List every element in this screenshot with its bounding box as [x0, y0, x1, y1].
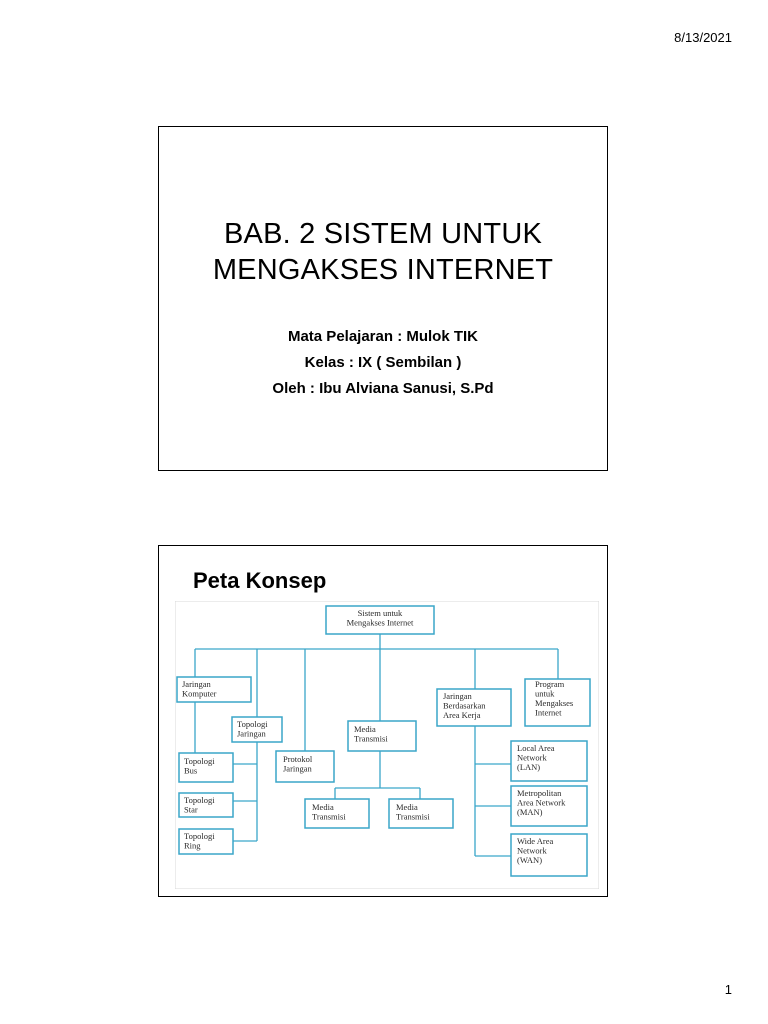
label-topologi-ring-line2: Ring	[184, 840, 201, 851]
label-man-line3: (MAN)	[517, 807, 543, 817]
label-protokol-jaringan-line1: Protokol	[283, 754, 313, 764]
label-wan-line3: (WAN)	[517, 855, 543, 865]
label-jaringan-komputer-line1: Jaringan	[182, 679, 211, 689]
author-label: Oleh : Ibu Alviana Sanusi, S.Pd	[272, 380, 494, 397]
label-topologi-star-line1: Topologi	[184, 795, 215, 805]
label-wan-line1: Wide Area	[517, 836, 554, 846]
slide-title-line2: MENGAKSES INTERNET	[212, 254, 554, 286]
label-media-transmisi-b-line1: Media	[396, 802, 418, 812]
class-label: Kelas : IX ( Sembilan )	[304, 354, 462, 371]
slide-title-line1: BAB. 2 SISTEM UNTUK	[223, 218, 543, 250]
slide-subtitle	[159, 324, 607, 402]
page-number: 1	[724, 982, 732, 997]
label-program-internet-line1: Program	[535, 679, 565, 689]
label-jaringan-komputer-line2: Komputer	[182, 688, 217, 699]
slide-title-card	[158, 126, 608, 471]
label-topologi-jaringan-line2: Jaringan	[237, 728, 266, 739]
label-protokol-jaringan-line2: Jaringan	[283, 763, 312, 774]
label-program-internet-line2: untuk	[535, 688, 555, 699]
label-root-line1: Sistem untuk	[357, 608, 403, 618]
label-jaringan-area-kerja-line1: Jaringan	[443, 691, 472, 701]
label-media-transmisi-a-line1: Media	[312, 802, 334, 812]
label-topologi-star-line2: Star	[184, 804, 198, 815]
subject-label: Mata Pelajaran : Mulok TIK	[287, 328, 479, 345]
label-topologi-bus-line2: Bus	[184, 765, 198, 776]
label-media-transmisi-main-line1: Media	[354, 724, 376, 734]
label-topologi-bus-line1: Topologi	[184, 756, 215, 766]
label-topologi-ring-line1: Topologi	[184, 831, 215, 841]
label-lan-line3: (LAN)	[517, 762, 541, 772]
label-man-line2: Area Network	[517, 797, 566, 808]
label-media-transmisi-a-line2: Transmisi	[312, 811, 346, 822]
label-root-line2: Mengakses Internet	[346, 617, 414, 628]
label-program-internet-line4: Internet	[535, 707, 562, 718]
concept-map-title: Peta Konsep	[193, 568, 327, 593]
label-lan-line2: Network	[517, 752, 547, 763]
concept-map-diagram	[175, 601, 599, 889]
label-jaringan-area-kerja-line2: Berdasarkan	[443, 700, 486, 711]
label-media-transmisi-main-line2: Transmisi	[354, 733, 388, 744]
label-man-line1: Metropolitan	[517, 788, 562, 798]
label-media-transmisi-b-line2: Transmisi	[396, 811, 430, 822]
slide-concept-map	[158, 545, 608, 897]
label-program-internet-line3: Mengakses	[535, 698, 574, 708]
label-jaringan-area-kerja-line3: Area Kerja	[443, 710, 481, 720]
label-topologi-jaringan-line1: Topologi	[237, 719, 268, 729]
label-lan-line1: Local Area	[517, 743, 555, 753]
slide-title	[159, 216, 607, 288]
print-date: 8/13/2021	[674, 30, 732, 45]
label-wan-line2: Network	[517, 845, 547, 856]
